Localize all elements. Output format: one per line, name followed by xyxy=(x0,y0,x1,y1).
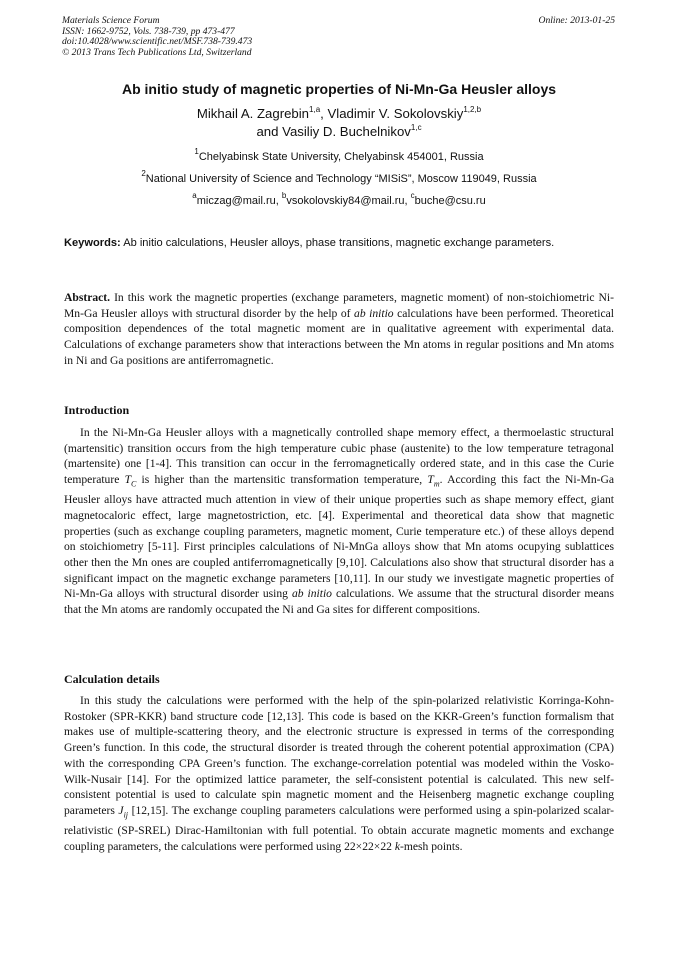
email-address[interactable]: buche@csu.ru xyxy=(414,195,486,207)
paper-title: Ab initio study of magnetic properties of Ni-Mn-Ga Heusler alloys xyxy=(121,81,557,97)
section-heading: Introduction xyxy=(64,403,130,417)
affiliation-superscript: 2 xyxy=(141,169,146,178)
symbol-subscript: C xyxy=(131,479,137,489)
author-superscript: 1,c xyxy=(410,123,422,132)
paragraph-text: In this study the calculations were performed with the help of the spin-polarized relativistic Korringa-Kohn-Rostoker (SPR-KKR) band structure code [12,13]. This code is based on the KKR-Green’s function formalism that makes use of multiple-scattering theory, and the electronic structure is expressed in terms of the corresponding Green’s function. In this code, the structural disorder is treated through the coherent potential approximation (CPA) with the corresponding CPA Green’s function. The exchange-correlation potential was modeled within the Vosko-Wilk-Nusair [14]. For the optimized lattice parameter, the self-consistent potential is calculated. This new self-consistent potential is used to calculate spin magnetic moment and the Heisenberg magnetic exchange coupling parameters xyxy=(64,694,614,817)
online-date: Online: 2013-01-25 xyxy=(538,15,615,26)
author-superscript: 1,2,b xyxy=(463,105,482,114)
section-heading: Calculation details xyxy=(64,672,160,686)
paragraph-text: is higher than the martensitic transformation temperature, xyxy=(136,473,428,487)
affiliation-superscript: 1 xyxy=(194,147,199,156)
keywords-text: Ab initio calculations, Heusler alloys, phase transitions, magnetic exchange parameters. xyxy=(120,237,555,249)
abstract-text: calculations have been performed. Theoretical composition dependences of the total magnetic moment are in qualitative agreement with experimental data. Calculations of exchange parameters show that interactions between the Mn atoms in regular positions and Mn atoms in Ni and Ga positions are antiferromagnetic. xyxy=(64,306,614,367)
symbol-tc: T xyxy=(124,473,132,487)
introduction-paragraph xyxy=(64,425,614,618)
calculation-paragraph xyxy=(64,693,614,854)
abstract-text: In this work the magnetic properties (exchange parameters, magnetic moment) of non-stoichiometric Ni-Mn-Ga Heusler alloys with structural disorder by the help of xyxy=(64,291,614,320)
keywords-block xyxy=(64,236,614,251)
author-superscript: 1,a xyxy=(309,105,321,114)
email-line xyxy=(40,191,638,207)
affiliation-1 xyxy=(40,147,638,163)
abstract-italic: ab initio xyxy=(354,306,394,320)
abstract-label: Abstract. xyxy=(64,291,111,304)
affiliation-2 xyxy=(40,169,638,185)
email-superscript: c xyxy=(410,191,415,200)
italic-text: ab initio xyxy=(291,587,332,601)
affiliation-text: National University of Science and Technology “MISiS”, Moscow 119049, Russia xyxy=(145,173,537,185)
symbol-subscript: m xyxy=(433,479,440,489)
symbol-jij: J xyxy=(118,803,124,817)
email-address[interactable]: miczag@mail.ru, xyxy=(196,195,282,207)
symbol-tm: T xyxy=(427,473,434,487)
copyright-line: © 2013 Trans Tech Publications Ltd, Switzerland xyxy=(62,46,252,58)
author-name: Vladimir V. Sokolovskiy xyxy=(327,106,464,121)
paragraph-text: calculations. We assume that the structural disorder means that the Mn atoms are randomly occupated the Ni and Ga sites for different compositions. xyxy=(64,587,614,617)
journal-header xyxy=(62,16,615,58)
email-superscript: a xyxy=(192,191,197,200)
email-address[interactable]: vsokolovskiy84@mail.ru, xyxy=(286,195,411,207)
issn-line: ISSN: 1662-9752, Vols. 738-739, pp 473-477 xyxy=(62,25,235,37)
keywords-label: Keywords: xyxy=(64,237,121,249)
symbol-subscript: ij xyxy=(123,810,129,820)
author-list: Mikhail A. Zagrebin$^{1,a}$, Vladimir V. Sokolovskiy$^{1,2,b}$ and Vasiliy D. Buchelnikov$^{1,c}$ xyxy=(196,105,482,139)
email-superscript: b xyxy=(281,191,287,200)
paragraph-text: In the Ni-Mn-Ga Heusler alloys with a magnetically controlled shape memory effect, a thermoelastic structural (martensitic) transition occurs from the high temperature cubic phase (austenite) to the low temperature tetragonal (martensite) one [1-4]. This transition can occur in the ferromagnetically ordered state, and in this case the Curie temperature xyxy=(64,426,614,487)
symbol-k: k xyxy=(394,839,400,853)
author-name: Mikhail A. Zagrebin xyxy=(196,106,310,121)
paragraph-text: . According this fact the Ni-Mn-Ga Heusler alloys have attracted much attention in view of their unique properties such as shape memory effect, giant magnetocaloric effect, large magnetostriction, etc. [4]. Experimental and theoretical data show that magnetic properties (such as exchange coupling parameters, magnetic moment, Curie temperature etc.) of these alloys depend on stoichiometry [5-11]. First principles calculations of Ni-MnGa alloys show that Mn atoms ocupying sublattices other then the Mn ones are coupled antiferromagnetically [9,10]. Calculations also show that structural disorder has a significant impact on the magnetic exchange parameters [10,11]. In our study we investigate magnetic properties of Ni-Mn-Ga alloys with structural disorder using xyxy=(64,473,614,601)
affiliation-text: Chelyabinsk State University, Chelyabinsk 454001, Russia xyxy=(198,151,484,163)
abstract-block xyxy=(64,290,614,369)
doi-line[interactable]: doi:10.4028/www.scientific.net/MSF.738-739.473 xyxy=(62,36,253,48)
author-name: Vasiliy D. Buchelnikov xyxy=(282,124,411,139)
paragraph-text: [12,15]. The exchange coupling parameters calculations were performed using a spin-polarized scalar-relativistic (SP-SREL) Dirac-Hamiltonian with full potential. To obtain accurate magnetic moments and exchange coupling parameters, the calculations were performed using 22×22×22 xyxy=(64,803,614,853)
author-conjunction: and xyxy=(256,124,279,139)
paragraph-text: -mesh points. xyxy=(400,839,463,853)
journal-name: Materials Science Forum xyxy=(62,15,160,26)
